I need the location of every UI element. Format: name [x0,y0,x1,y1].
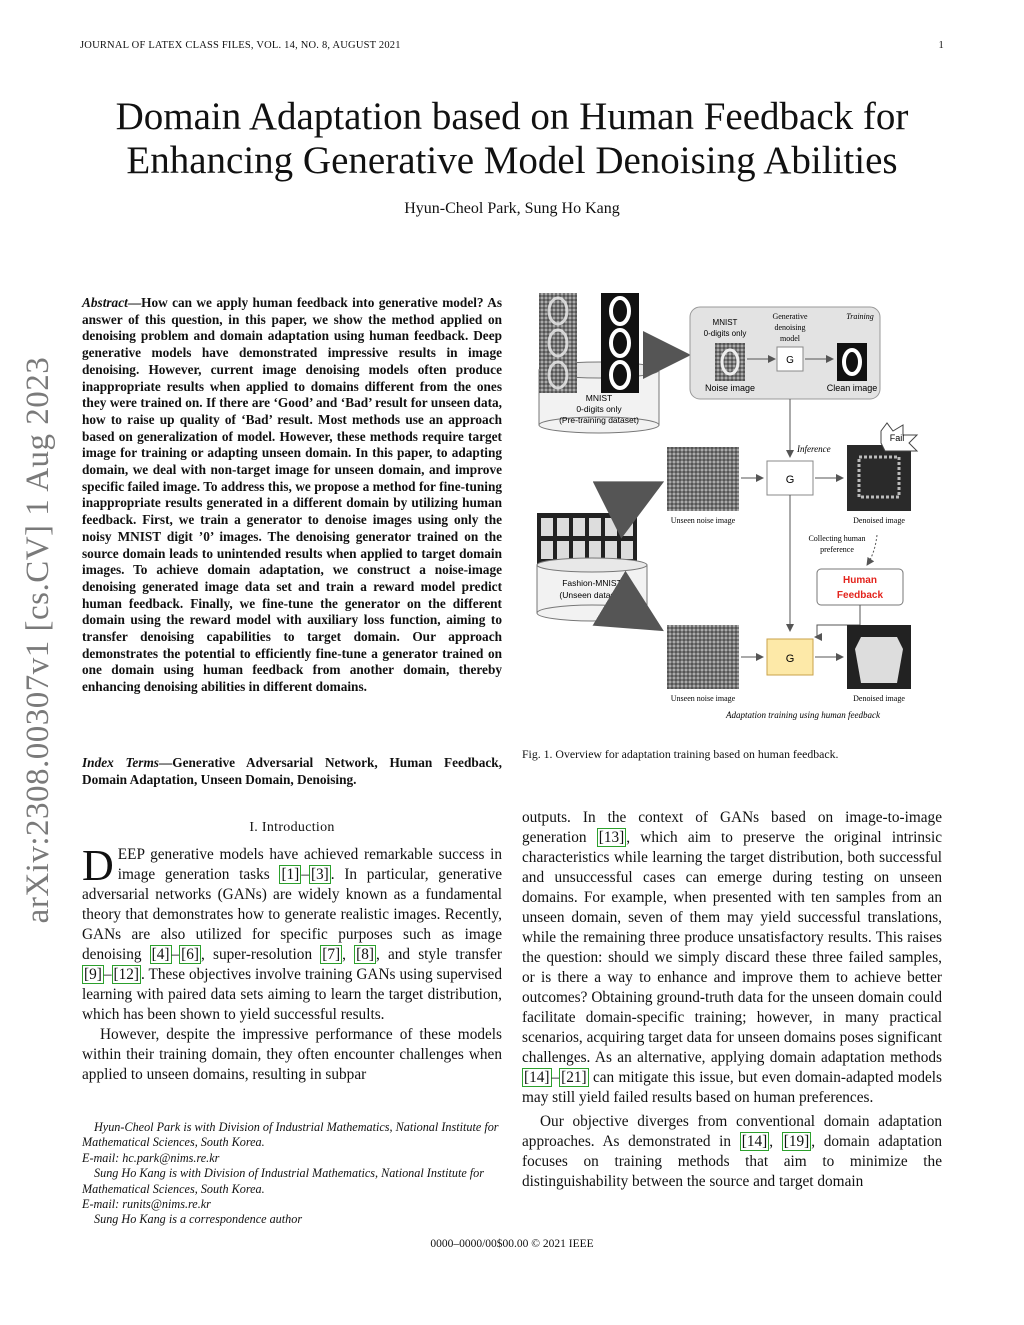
clean-image-label: Clean image [826,383,878,393]
fashion-mnist-database [537,513,647,621]
dash: – [171,946,180,963]
text-run: . In particular, generative adversarial networks (GANs) are widely known as a fundamental theory that demonstrates how to generate realistic images. Recently, GANs are also utilized for specific purposes such as image denoising [82,866,502,963]
text-run: . These objectives involve training GANs using supervised learning with paired data sets aiming to learn the target distribution, which has been shown to yield successful results. [82,966,502,1023]
text-run: Our objective diverges from conventional domain adaptation approaches. As demonstrated in [522,1113,942,1150]
arrow-fashion-down [637,615,657,627]
arxiv-stamp: arXiv:2308.00307v1 [cs.CV] 1 Aug 2023 [20,356,56,924]
arrow-fashion-up [637,485,657,495]
journal-name: JOURNAL OF LATEX CLASS FILES, VOL. 14, NO. 8, AUGUST 2021 [80,40,401,51]
right-paragraph-2 [522,1112,942,1192]
abstract-label: Abstract [82,295,128,310]
dash: – [103,966,112,983]
denoised-label-bottom: Denoised image [853,694,905,703]
figure-1-diagram [525,285,957,725]
citation-link[interactable]: [3] [310,866,329,883]
citation-link[interactable]: [19] [783,1133,810,1150]
mnist-db-label-1: MNIST [585,393,613,403]
mnist-db-label-3: (Pre-training dataset) [559,415,639,425]
training-mnist-label-2: 0-digits only [703,329,747,338]
mnist-database [539,293,659,433]
human-feedback-label-2: Feedback [836,590,884,601]
footnote-email: E-mail: hc.park@nims.re.kr [82,1150,220,1165]
separator: , [342,946,355,963]
human-feedback-label-1: Human [843,575,877,586]
collecting-label-2: preference [820,545,854,554]
citation-link[interactable]: [14] [741,1133,768,1150]
intro-paragraph-1 [82,841,502,1025]
unseen-noise-label-bottom: Unseen noise image [670,694,736,703]
fail-label: Fail [889,433,905,443]
generator-inference-label: G [785,474,795,486]
collecting-label-1: Collecting human [808,534,866,543]
right-paragraph-1 [522,808,942,1108]
paper-title: Domain Adaptation based on Human Feedback for Enhancing Generative Model Denoising Abilities [115,95,909,182]
dropcap: D [82,841,114,890]
footnote-line: Sung Ho Kang is a correspondence author [94,1212,303,1227]
adaptation-caption: Adaptation training using human feedback [726,710,880,720]
text-run: , domain adaptation focuses on training methods that aim to minimize the distinguishability between the source and target domain [522,1133,942,1190]
fashion-db-label-2: (Unseen dataset) [559,590,625,600]
inference-label: Inference [797,444,831,454]
index-terms-label: Index Terms [82,755,159,770]
section-heading-introduction: I. Introduction [249,820,335,835]
copyright-footer: 0000–0000/00$00.00 © 2021 IEEE [430,1238,594,1250]
noisy-zero-samples [539,293,577,393]
separator: , [769,1133,782,1150]
index-terms-text: Generative Adversarial Network, Human Feedback, Domain Adaptation, Unseen Domain, Denoising. [82,755,503,787]
introduction-left [82,841,502,1085]
citation-link[interactable]: [6] [181,946,199,963]
clean-zero-samples [601,293,639,393]
text-run: , which aim to preserve the original intrinsic characteristics while learning the target distribution, both successful and unsuccessful cases can emerge during testing on unseen domains. For example, when presented with ten samples from an unseen domain, seven of them may yield successful translations, while the remaining three produce unsatisfactory results. This raises the question: should we simply discard these three failed samples, or is there a way to enhance and improve them to achieve better outcomes? Obtaining ground-truth data for the unseen domain could facilitate domain-specific training; however, in many practical scenarios, acquiring target data for unseen domains poses significant challenges. As an alternative, applying domain adaptation methods [522,829,942,1066]
denoised-label-top: Denoised image [853,516,905,525]
model-label-3: model [780,334,800,343]
citation-link[interactable]: [1] [281,866,300,883]
index-terms: Index Terms—Generative Adversarial Network, Human Feedback, Domain Adaptation, Unseen Domain, Denoising. [82,755,503,787]
unseen-noise-image-top [667,447,739,511]
citation-link[interactable]: [4] [151,946,170,963]
dash: – [301,866,309,883]
introduction-right [522,808,942,1192]
paper-authors: Hyun-Cheol Park, Sung Ho Kang [404,200,620,217]
dash: – [551,1069,560,1086]
footnote-email: E-mail: runits@nims.re.kr [82,1197,211,1212]
first-word: EEP [117,846,145,863]
training-tag: Training [846,312,874,321]
model-label-2: denoising [774,323,806,332]
training-box [690,307,880,399]
text-run: , super-resolution [201,946,321,963]
citation-link[interactable]: [13] [598,829,625,846]
model-label-1: Generative [772,312,808,321]
citation-link[interactable]: [14] [524,1069,550,1086]
text-run: can mitigate this issue, but even domain-adapted models may still yield failed results based on human preferences. [522,1069,942,1106]
author-footnotes [82,1120,502,1228]
abstract-text: How can we apply human feedback into generative model? As answer of this question, in this paper, we show the method applied on denoising problem and domain adaptation using human feedback. Deep generative models have demonstrated impressive results in image denoising. However, current image denoising models often produce inappropriate results when applied to domains different from the ones they were trained on. If there are ‘Good’ and ‘Bad’ result for unseen data, how to raise up quality of ‘Bad’ result. Most methods use an approach based on generalization of model. However, these methods require target image for training or adapting unseen domain. In this paper, to adapting domain, we deal with non-target image for unseen domain, and improve specific failed image. To address this, we propose a method for fine-tuning inappropriate results generated in a different domain by utilizing human feedback. First, we train a generator to denoise images using only the noisy MNIST digit ’0’ images. The denoising generator trained on the source domain leads to unintended results when applied to target domain images. To achieve domain adaptation, we construct a noise-image denoising generated image data set and train a reward model predict human feedback. Finally, we fine-tune the generator on the different domain using the reward model with auxiliary loss function, aiming to transfer denoising capabilities to target domain. Our approach demonstrates the potential to efficiently fine-tune a generator trained on one domain using human feedback from another domain, thereby enhancing denoising abilities in different domains. [82,295,502,695]
intro-paragraph-2: However, despite the impressive performance of these models within their training domain, they often encounter challenges when applied to unseen domains, resulting in subpar [82,1026,502,1083]
fashion-db-label-1: Fashion-MNIST [562,578,622,588]
abstract: Abstract—How can we apply human feedback into generative model? As answer of this question, in this paper, we show the method applied on denoising problem and domain adaptation using human feedback. Deep generative models have demonstrated impressive results in image denoising. However, current image denoising models often produce inappropriate results when applied to domains different from the ones they were trained on. If there are ‘Good’ and ‘Bad’ result for unseen data, how to raise up quality of ‘Bad’ result. Most methods use an approach based on generalization of model. However, these methods require target image for training or adapting unseen domain. In this paper, to adapting domain, we deal with non-target image for unseen domain, and improve specific failed image. To address this, we propose a method for fine-tuning inappropriate results generated in a different domain by utilizing human feedback. First, we train a generator to denoise images using only the noisy MNIST digit ’0’ images. The denoising generator trained on the source domain leads to unintended results when applied to target domain images. To achieve domain adaptation, we construct a noise-image denoising generated image data set and train a reward model predict human feedback. Finally, we fine-tune the generator on the different domain using the reward model with auxiliary loss function, aiming to transfer denoising capabilities to target domain. Our approach demonstrates the potential to efficiently fine-tune a generator trained on one domain using human feedback from another domain, thereby enhancing denoising abilities in different domains. [82,295,502,695]
denoised-image-fail [847,445,911,511]
citation-link[interactable]: [21] [561,1069,587,1086]
figure-1-caption: Fig. 1. Overview for adaptation training based on human feedback. [522,747,839,761]
training-mnist-label-1: MNIST [712,318,738,327]
text-run: outputs. In the context of GANs based on image-to-image generation [522,809,942,846]
unseen-noise-label-top: Unseen noise image [670,516,736,525]
citation-link[interactable]: [9] [84,966,102,983]
generator-adapted-label: G [785,653,795,665]
citation-link[interactable]: [12] [113,966,139,983]
footnote-line: Sung Ho Kang is with Division of Industrial Mathematics, National Institute for Mathematical Sciences, South Korea. [82,1166,485,1196]
generator-label: G [786,355,794,366]
running-header [80,40,944,51]
footnote-line: Hyun-Cheol Park is with Division of Industrial Mathematics, National Institute for Mathematical Sciences, South Korea. [82,1120,499,1150]
text-run: , and style transfer [375,946,502,963]
page-number: 1 [938,40,944,51]
citation-link[interactable]: [8] [356,946,374,963]
noise-image-label: Noise image [704,383,756,393]
mnist-db-label-2: 0-digits only [576,404,622,414]
citation-link[interactable]: [7] [322,946,341,963]
text-run: generative models have achieved remarkable success in image generation tasks [117,846,502,883]
unseen-noise-image-bottom [667,625,739,689]
